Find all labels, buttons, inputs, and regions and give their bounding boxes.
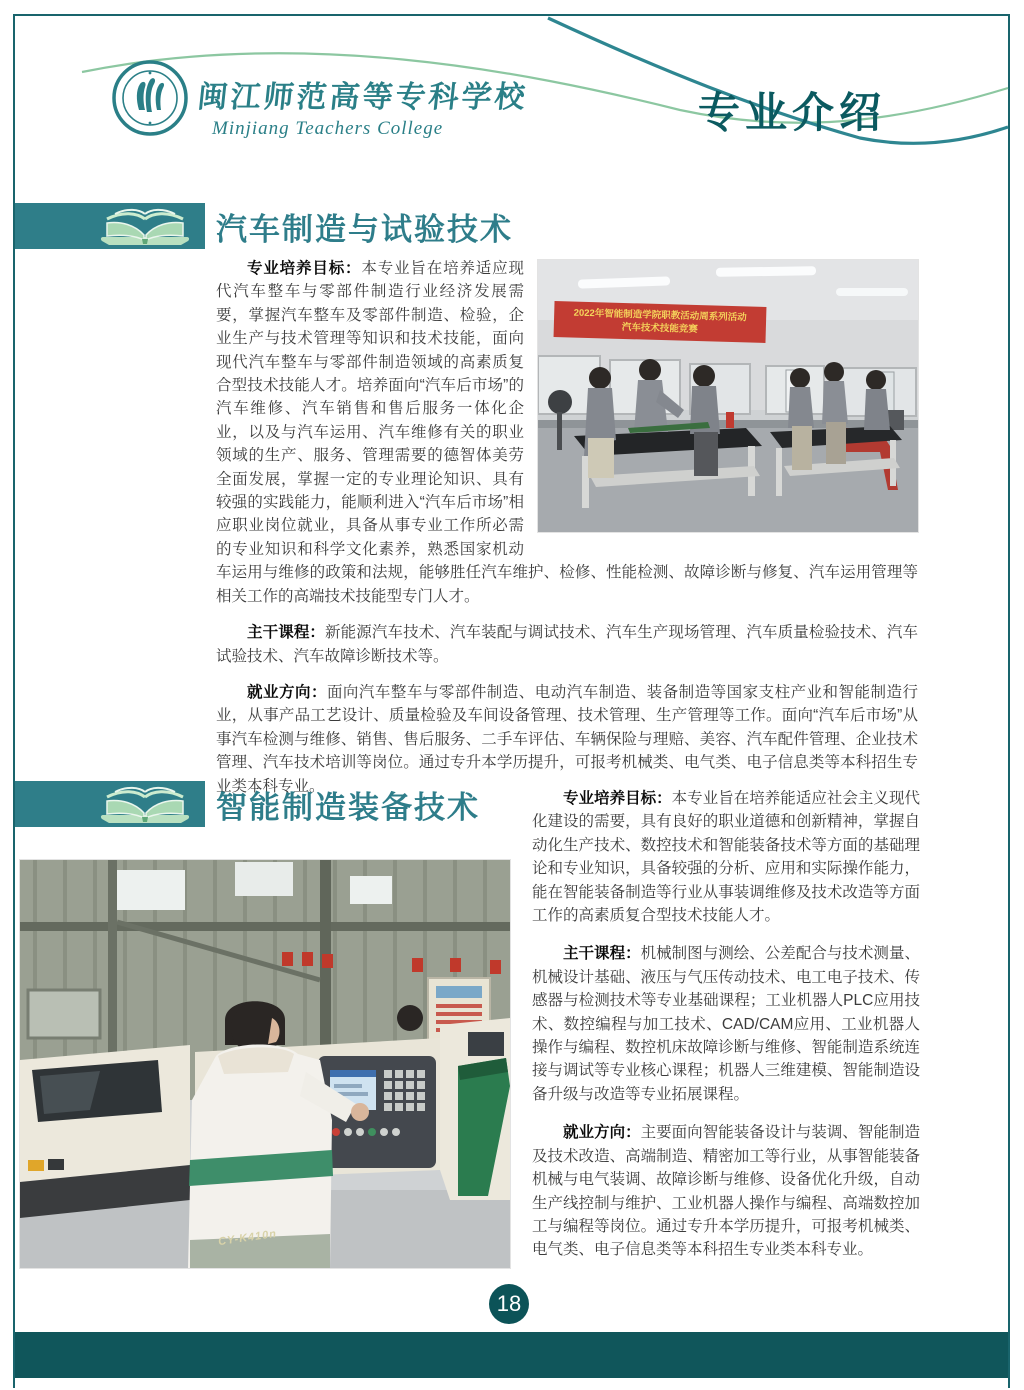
college-name-english: Minjiang Teachers College [212,118,444,139]
section1-paragraph-career [216,681,918,798]
footer-bar [15,1332,1008,1378]
competition-banner [554,301,767,343]
frame-border-right [1008,14,1010,1388]
section2-title: 智能制造装备技术 [216,790,480,825]
open-book-icon [93,205,197,247]
paragraph-text: 本专业旨在培养适应现代汽车整车与零部件制造行业经济发展需要，掌握汽车整车及零部件制造、检验，企业生产与技术管理等知识和技术技能，面向现代汽车整车与零部件制造领域的高素质复合型技术技能人才。培养面向“汽车后市场”的汽车维修、汽车销售和售后服务一体化企业，以及与汽车运用、汽车维修有关的职业领域的生产、服务、管理需要的德智体美劳全面发展，掌握一定的专业理论知识、具有较强的实践能力，能顺利进入“汽车后市场”相应职业岗位就业，具备从事专业工作所必需的专业知识和科学文化素养，熟悉国家机动车运用与维修的政策和法规，能够胜任汽车维护、检修、性能检测、故障诊断与修复、汽车运用管理等相关工作的高端技术技能型专门人才。 [216,260,918,605]
college-name-chinese: 闽江师范高等专科学校 [195,81,530,114]
cnc-workshop-photo-illustration [20,860,510,1268]
college-seal-icon [112,60,188,136]
section1-photo [538,260,918,532]
section2-body [532,787,920,1262]
page-title: 专业介绍 [698,89,887,136]
paragraph-label: 专业培养目标： [563,790,672,807]
section1-body [216,257,918,798]
paragraph-label: 专业培养目标： [247,260,362,277]
paragraph-label: 就业方向： [247,683,327,701]
paragraph-text: 主要面向智能装备设计与装调、智能制造及技术改造、高端制造、精密加工等行业，从事智能装备机械与电气装调、故障诊断与维修、设备优化升级，自动生产线控制与维护、工业机器人操作与编程、高端数控加工与编程等岗位。通过专升本学历提升，可报考机械类、电气类、电子信息类等本科招生专业类本科专业。 [532,1124,920,1259]
college-logo [112,60,528,140]
paragraph-label: 主干课程： [247,624,326,642]
section2-paragraph-career [532,1121,920,1261]
section1-badge [15,203,205,249]
section2-paragraph-goal [532,787,920,927]
paragraph-label: 主干课程： [563,945,641,963]
paragraph-text: 本专业旨在培养能适应社会主义现代化建设的需要，具有良好的职业道德和创新精神，掌握自动化生产技术、数控技术和智能装备技术等方面的基础理论和专业知识，具备较强的分析、应用和实际操作能力，能在智能装备制造等行业从事装调维修及技术改造等方面工作的高素质复合型技术技能人才。 [532,790,920,925]
workshop-photo-illustration [538,260,918,532]
section1-title: 汽车制造与试验技术 [216,212,513,247]
paragraph-text: 新能源汽车技术、汽车装配与调试技术、汽车生产现场管理、汽车质量检验技术、汽车试验技术、汽车故障诊断技术等。 [216,624,918,665]
section2-photo [20,860,510,1268]
machine-model-label: CY-K410n [217,1227,278,1249]
section2-paragraph-courses [532,942,920,1106]
banner-line2: 汽车技术技能竞赛 [621,321,698,336]
open-book-icon [93,783,197,825]
paragraph-text: 机械制图与测绘、公差配合与技术测量、机械设计基础、液压与气压传动技术、电工电子技术、传感器与检测技术等专业基础课程；工业机器人PLC应用技术、数控编程与加工技术、CAD/CAM应用、工业机器人操作与编程、数控机床故障诊断与维修、智能制造系统连接与调试等专业核心课程；机器人三维建模、智能制造设备升级与改造等专业拓展课程。 [532,945,920,1103]
paragraph-label: 就业方向： [563,1124,641,1142]
section2-badge [15,781,205,827]
paragraph-text: 面向汽车整车与零部件制造、电动汽车制造、装备制造等国家支柱产业和智能制造行业，从事产品工艺设计、质量检验及车间设备管理、技术管理、生产管理等工作。面向“汽车后市场”从事汽车检测与维修、销售、售后服务、二手车评估、车辆保险与理赔、美容、汽车配件管理、企业技术管理、汽车技术培训等岗位。通过专升本学历提升，可报考机械类、电气类、电子信息类等本科招生专业类本科专业。 [216,683,918,795]
section1-paragraph-courses [216,621,918,668]
page-number-badge: 18 [489,1284,529,1324]
banner-line1: 2022年智能制造学院职教活动周系列活动 [573,307,747,324]
